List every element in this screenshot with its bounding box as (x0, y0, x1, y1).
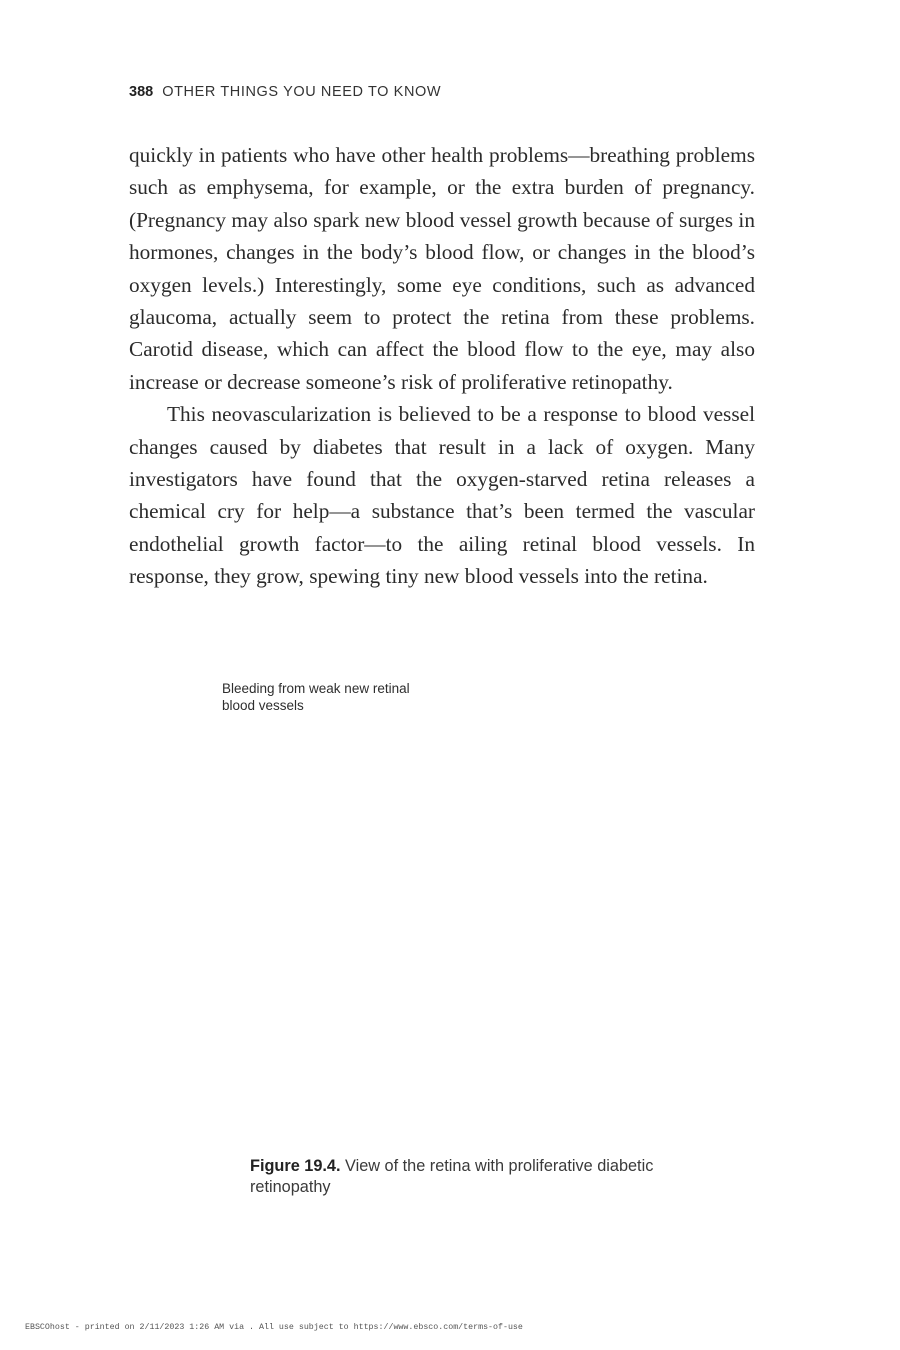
body-text (129, 139, 755, 593)
figure-caption (250, 1156, 670, 1198)
paragraph-1: quickly in patients who have other health problems—breathing problems such as emphysema, for example, or the extra burden of pregnancy. (Pregnancy may also spark new blood vessel growth because of surges in hormones, changes in the body’s blood flow, or changes in the blood’s oxygen levels.) Interestingly, some eye conditions, such as advanced glaucoma, actually seem to protect the retina from these problems. Carotid disease, which can affect the blood flow to the eye, may also increase or decrease someone’s risk of proliferative retinopathy. (129, 143, 755, 394)
figure-callout-label: Bleeding from weak new retinal blood vessels (222, 681, 410, 713)
print-footer: EBSCOhost - printed on 2/11/2023 1:26 AM via . All use subject to https://www.ebsco.com/terms-of-use (25, 1323, 523, 1332)
page-number: 388 (129, 84, 154, 100)
paragraph-2: This neovascularization is believed to be a response to blood vessel changes caused by diabetes that result in a lack of oxygen. Many investigators have found that the oxygen-starved retina releases a chemical cry for help—a substance that’s been termed the vascular endothelial growth factor—to the ailing retinal blood vessels. In response, they grow, spewing tiny new blood vessels into the retina. (129, 402, 755, 589)
figure-caption-text: View of the retina with proliferative diabetic retinopathy (250, 1157, 654, 1196)
figure (129, 670, 755, 1210)
running-head (129, 84, 441, 100)
figure-number: Figure 19.4. (250, 1157, 341, 1175)
running-title: OTHER THINGS YOU NEED TO KNOW (162, 84, 442, 100)
